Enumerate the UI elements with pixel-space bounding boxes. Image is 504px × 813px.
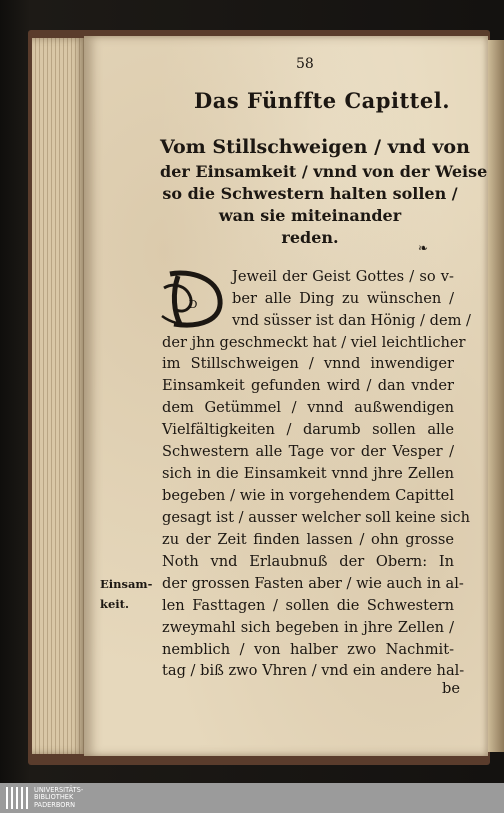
heading-line: Vom Stillschweigen / vnd von bbox=[160, 136, 470, 158]
body-line: zweymahl sich begeben in jhre Zellen / bbox=[162, 619, 454, 636]
body-line: ber alle Ding zu wünschen / bbox=[232, 290, 454, 307]
body-line: sich in die Einsamkeit vnnd jhre Zellen bbox=[162, 465, 454, 482]
library-logo-line: UNIVERSITÄTS- bbox=[34, 786, 84, 794]
body-line: nemblich / von halber zwo Nachmit- bbox=[162, 641, 454, 658]
ornament-icon: ❧ bbox=[418, 241, 429, 255]
body-line: dem Getümmel / vnnd außwendigen bbox=[162, 399, 454, 416]
body-line: len Fasttagen / sollen die Schwestern bbox=[162, 597, 454, 614]
body-line: Jeweil der Geist Gottes / so v- bbox=[232, 268, 454, 285]
body-line: der grossen Fasten aber / wie auch in al- bbox=[162, 575, 464, 592]
dropcap-initial bbox=[160, 268, 226, 330]
body-line: Schwestern alle Tage vor der Vesper / bbox=[162, 443, 454, 460]
margin-note-line: keit. bbox=[100, 597, 129, 611]
library-logo-text bbox=[34, 787, 83, 809]
body-line: der jhn geschmeckt hat / viel leichtlicher bbox=[162, 334, 466, 351]
library-logo-line: PADERBORN bbox=[34, 800, 76, 809]
body-line: Vielfältigkeiten / darumb sollen alle bbox=[162, 421, 454, 438]
page-stack-edges bbox=[32, 38, 86, 754]
body-line: Einsamkeit gefunden wird / dan vnder bbox=[162, 377, 454, 394]
dropcap-letter: D bbox=[188, 298, 198, 311]
body-line: gesagt ist / ausser welcher soll keine sich bbox=[162, 509, 470, 526]
heading-line: so die Schwestern halten sollen / bbox=[162, 184, 458, 203]
body-line: tag / biß zwo Vhren / vnd ein andere hal- bbox=[162, 662, 465, 679]
body-line: im Stillschweigen / vnnd inwendiger bbox=[162, 355, 454, 372]
library-logo-icon bbox=[6, 787, 28, 809]
opposite-page-edge bbox=[488, 40, 504, 752]
library-logo-line: BIBLIOTHEK bbox=[34, 793, 74, 802]
body-line: begeben / wie in vorgehendem Capittel bbox=[162, 487, 454, 504]
body-line: zu der Zeit finden lassen / ohn grosse bbox=[162, 531, 454, 548]
margin-note-line: Einsam- bbox=[100, 577, 153, 591]
body-line: vnd süsser ist dan Hönig / dem / bbox=[232, 312, 471, 329]
chapter-title: Das Fünffte Capittel. bbox=[194, 88, 450, 113]
heading-line: wan sie miteinander bbox=[218, 206, 402, 225]
page-number: 58 bbox=[296, 56, 314, 72]
heading-line: der Einsamkeit / vnnd von der Weise bbox=[160, 162, 488, 181]
body-line: Noth vnd Erlaubnuß der Obern: In bbox=[162, 553, 454, 570]
heading-line: reden. bbox=[281, 228, 339, 247]
catchword: be bbox=[442, 680, 460, 697]
